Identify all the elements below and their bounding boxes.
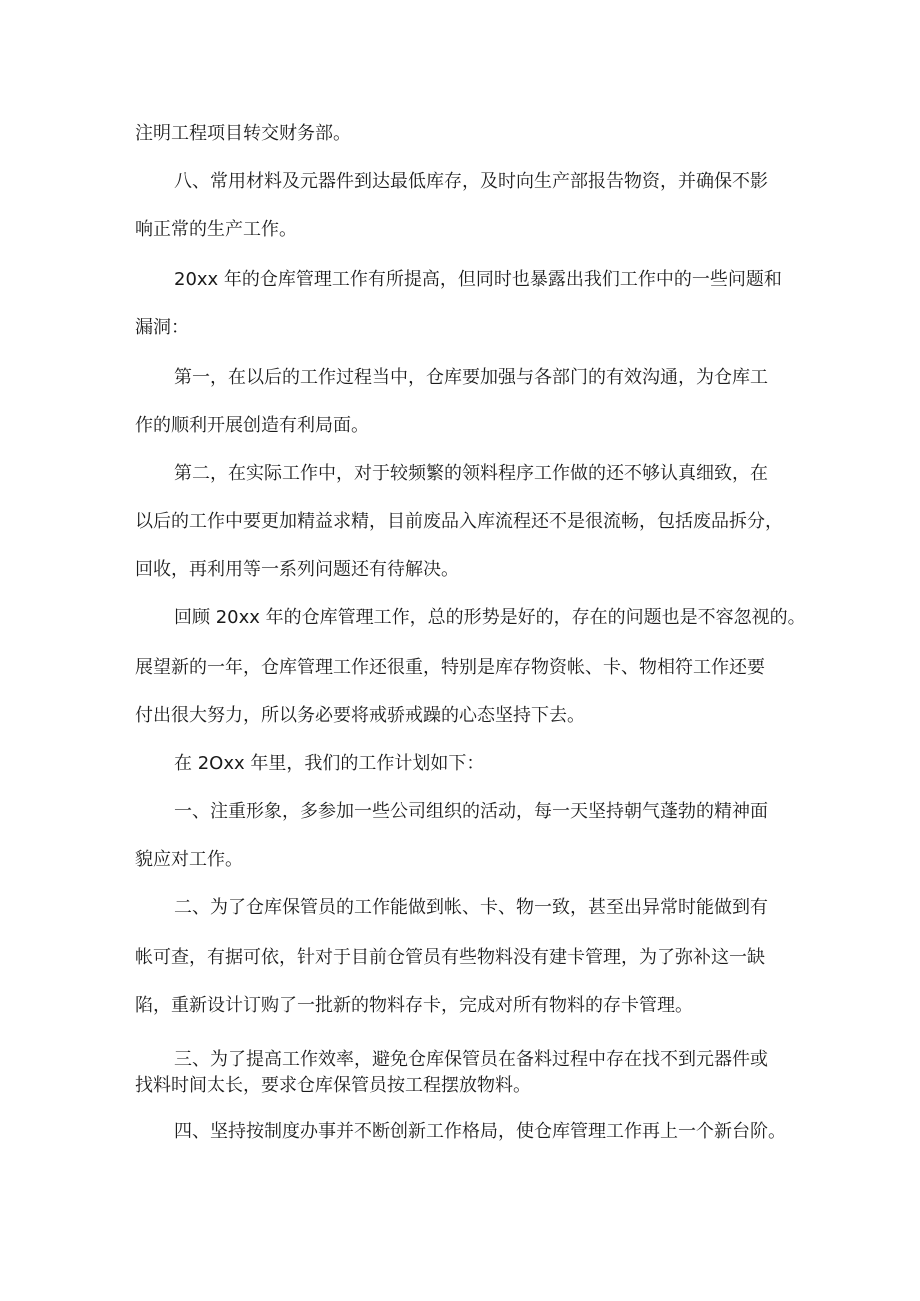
text-line: 回收，再利用等一系列问题还有待解决。 [135,559,459,580]
text-line: 第二，在实际工作中，对于较频繁的领料程序工作做的还不够认真细致，在 [174,463,768,484]
text-line: 作的顺利开展创造有利局面。 [135,415,369,436]
text-line: 八、常用材料及元器件到达最低库存，及时向生产部报告物资，并确保不影 [174,171,768,192]
text-line: 展望新的一年，仓库管理工作还很重，特别是库存物资帐、卡、物相符工作还要 [135,657,765,678]
text-line: 帐可查，有据可依，针对于目前仓管员有些物料没有建卡管理，为了弥补这一缺 [135,947,765,968]
text-line: 以后的工作中要更加精益求精，目前废品入库流程还不是很流畅，包括废品拆分， [135,511,783,532]
text-line: 20xx 年的仓库管理工作有所提高，但同时也暴露出我们工作中的一些问题和 [174,269,782,290]
text-line: 貌应对工作。 [135,849,243,870]
text-line: 在 2Oxx 年里，我们的工作计划如下： [174,753,485,774]
text-line: 付出很大努力，所以务必要将戒骄戒躁的心态坚持下去。 [135,705,585,726]
text-line: 陷，重新设计订购了一批新的物料存卡，完成对所有物料的存卡管理。 [135,995,693,1016]
text-line: 三、为了提高工作效率，避免仓库保管员在备料过程中存在找不到元器件或 [174,1049,768,1070]
text-line: 二、为了仓库保管员的工作能做到帐、卡、物一致，甚至出异常时能做到有 [174,897,768,918]
text-line: 四、坚持按制度办事并不断创新工作格局，使仓库管理工作再上一个新台阶。 [174,1121,786,1142]
text-line: 响正常的生产工作。 [135,219,297,240]
text-line: 一、注重形象，多参加一些公司组织的活动，每一天坚持朝气蓬勃的精神面 [174,801,768,822]
text-line: 注明工程项目转交财务部。 [135,123,351,144]
text-line: 回顾 20xx 年的仓库管理工作，总的形势是好的，存在的问题也是不容忽视的。 [174,607,806,628]
text-line: 漏洞： [135,317,189,338]
text-line: 第一，在以后的工作过程当中，仓库要加强与各部门的有效沟通，为仓库工 [174,367,768,388]
text-line: 找料时间太长，要求仓库保管员按工程摆放物料。 [135,1075,531,1096]
